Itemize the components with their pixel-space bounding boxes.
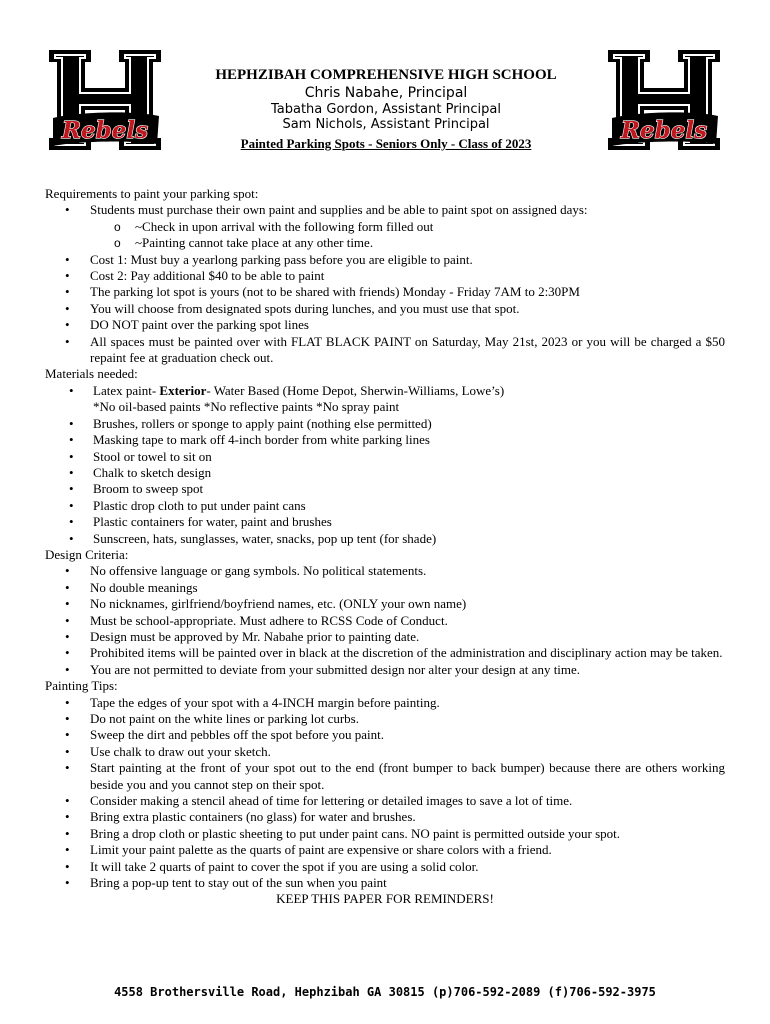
latex-text-rest: - Water Based (Home Depot, Sherwin-Williams, Lowe’s) bbox=[206, 382, 505, 398]
list-item: • Prohibited items will be painted over in black at the discretion of the administration and disciplinary action may be taken. bbox=[45, 645, 725, 661]
list-item: • Tape the edges of your spot with a 4-INCH margin before painting. bbox=[45, 695, 725, 711]
list-item: • It will take 2 quarts of paint to cover the spot if you are using a solid color. bbox=[45, 859, 725, 875]
list-item: • Use chalk to draw out your sketch. bbox=[45, 744, 725, 760]
list-item: • Plastic drop cloth to put under paint cans bbox=[45, 498, 725, 514]
list-item: • No offensive language or gang symbols. No political statements. bbox=[45, 563, 725, 579]
latex-emphasis: Exterior bbox=[159, 382, 207, 398]
list-item: • No double meanings bbox=[45, 580, 725, 596]
materials-list bbox=[45, 416, 725, 547]
requirements-list bbox=[45, 202, 725, 366]
school-name: HEPHZIBAH COMPREHENSIVE HIGH SCHOOL bbox=[215, 67, 557, 83]
list-item: • No nicknames, girlfriend/boyfriend names, etc. (ONLY your own name) bbox=[45, 596, 725, 612]
list-item: • Chalk to sketch design bbox=[45, 465, 725, 481]
logo-wordmark: Rebels bbox=[620, 117, 708, 144]
list-item: • Consider making a stencil ahead of time for lettering or detailed images to save a lot of time. bbox=[45, 793, 725, 809]
assistant-principal: Sam Nichols, Assistant Principal bbox=[282, 117, 490, 132]
list-item: • Do not paint on the white lines or parking lot curbs. bbox=[45, 711, 725, 727]
list-item: • Brushes, rollers or sponge to apply paint (nothing else permitted) bbox=[45, 416, 725, 432]
list-item: • Cost 1: Must buy a yearlong parking pass before you are eligible to paint. bbox=[45, 252, 725, 268]
list-item: • Cost 2: Pay additional $40 to be able to paint bbox=[45, 268, 725, 284]
list-item: • All spaces must be painted over with FLAT BLACK PAINT on Saturday, May 21st, 2023 or you will be charged a $50 repaint fee at graduation check out. bbox=[45, 334, 725, 367]
list-item: • Design must be approved by Mr. Nabahe prior to painting date. bbox=[45, 629, 725, 645]
list-item: • DO NOT paint over the parking spot lines bbox=[45, 317, 725, 333]
list-item: • Limit your paint palette as the quarts of paint are expensive or share colors with a friend. bbox=[45, 842, 725, 858]
list-item: • Start painting at the front of your spot out to the end (front bumper to back bumper) because there are others working beside you and you cannot step on their spot. bbox=[45, 760, 725, 793]
list-item: • Stool or towel to sit on bbox=[45, 449, 725, 465]
latex-text: Latex paint- bbox=[93, 382, 160, 398]
materials-list bbox=[45, 383, 725, 399]
list-item bbox=[45, 202, 725, 251]
list-item: • The parking lot spot is yours (not to be shared with friends) Monday - Friday 7AM to 2:30PM bbox=[45, 284, 725, 300]
list-item: • Sweep the dirt and pebbles off the spot before you paint. bbox=[45, 727, 725, 743]
document-title: Painted Parking Spots - Seniors Only - Class of 2023 bbox=[240, 136, 532, 151]
tips-heading: Painting Tips: bbox=[45, 678, 118, 694]
list-item: • Bring extra plastic containers (no glass) for water and brushes. bbox=[45, 809, 725, 825]
school-logo-left bbox=[47, 48, 163, 152]
requirement-sublist bbox=[90, 219, 725, 252]
list-item bbox=[45, 383, 725, 399]
letterhead bbox=[200, 66, 572, 152]
tips-list bbox=[45, 695, 725, 892]
list-item: • Plastic containers for water, paint and brushes bbox=[45, 514, 725, 530]
sub-list-item: o ~Check in upon arrival with the following form filled out bbox=[90, 219, 725, 235]
school-logo-right bbox=[606, 48, 722, 152]
materials-note: *No oil-based paints *No reflective paints *No spray paint bbox=[93, 399, 400, 415]
list-item: • Sunscreen, hats, sunglasses, water, snacks, pop up tent (for shade) bbox=[45, 531, 725, 547]
materials-heading: Materials needed: bbox=[45, 366, 138, 382]
list-item: • Bring a drop cloth or plastic sheeting to put under paint cans. NO paint is permitted outside your spot. bbox=[45, 826, 725, 842]
requirements-heading: Requirements to paint your parking spot: bbox=[45, 186, 259, 201]
principal-name: Chris Nabahe, Principal bbox=[304, 85, 468, 101]
list-item: • Masking tape to mark off 4-inch border from white parking lines bbox=[45, 432, 725, 448]
document-body bbox=[45, 186, 725, 908]
reminder-text: KEEP THIS PAPER FOR REMINDERS! bbox=[276, 891, 494, 907]
sub-list-item: o ~Painting cannot take place at any other time. bbox=[90, 235, 725, 251]
list-item: • Must be school-appropriate. Must adhere to RCSS Code of Conduct. bbox=[45, 613, 725, 629]
footer-address: 4558 Brothersville Road, Hephzibah GA 30815 (p)706-592-2089 (f)706-592-3975 bbox=[114, 985, 656, 999]
logo-wordmark: Rebels bbox=[61, 117, 149, 144]
design-heading: Design Criteria: bbox=[45, 546, 129, 562]
list-item: • You are not permitted to deviate from your submitted design nor alter your design at any time. bbox=[45, 662, 725, 678]
rebels-h-logo bbox=[606, 48, 722, 152]
list-item: • Bring a pop-up tent to stay out of the sun when you paint bbox=[45, 875, 725, 891]
assistant-principal: Tabatha Gordon, Assistant Principal bbox=[270, 102, 501, 117]
requirement-text: Students must purchase their own paint and supplies and be able to paint spot on assigned days: bbox=[90, 202, 588, 218]
list-item: • You will choose from designated spots during lunches, and you must use that spot. bbox=[45, 301, 725, 317]
list-item: • Broom to sweep spot bbox=[45, 481, 725, 497]
design-list bbox=[45, 563, 725, 678]
rebels-h-logo bbox=[47, 48, 163, 152]
